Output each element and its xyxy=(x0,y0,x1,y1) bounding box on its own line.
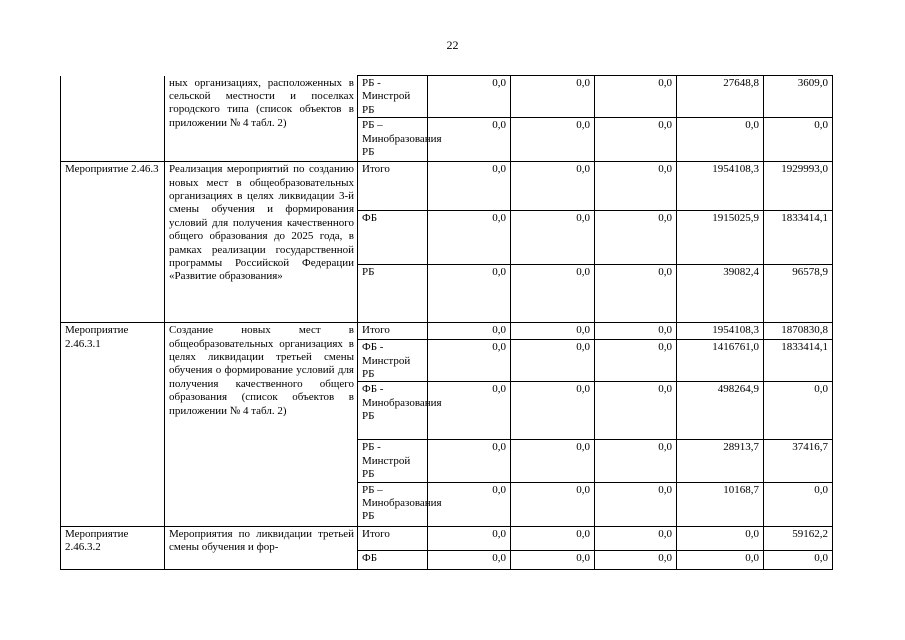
measure-code: Мероприятие 2.46.3 xyxy=(61,162,165,323)
amount-cell: 0,0 xyxy=(595,550,677,569)
amount-cell: 0,0 xyxy=(595,118,677,162)
measure-code xyxy=(61,76,165,162)
amount-cell: 0,0 xyxy=(764,118,833,162)
funding-source: РБ - Минстрой РБ xyxy=(358,76,428,118)
amount-cell: 0,0 xyxy=(428,482,511,526)
table-row xyxy=(61,526,833,550)
amount-cell: 0,0 xyxy=(428,323,511,340)
amount-cell: 96578,9 xyxy=(764,265,833,323)
amount-cell: 1954108,3 xyxy=(677,323,764,340)
measure-code: Мероприятие 2.46.3.2 xyxy=(61,526,165,569)
amount-cell: 1954108,3 xyxy=(677,162,764,211)
amount-cell: 0,0 xyxy=(511,211,595,265)
funding-source: РБ - Минстрой РБ xyxy=(358,440,428,482)
amount-cell: 0,0 xyxy=(595,482,677,526)
table-row xyxy=(61,76,833,118)
amount-cell: 0,0 xyxy=(511,162,595,211)
amount-cell: 28913,7 xyxy=(677,440,764,482)
amount-cell: 0,0 xyxy=(428,340,511,382)
funding-source: ФБ xyxy=(358,550,428,569)
amount-cell: 39082,4 xyxy=(677,265,764,323)
funding-source: ФБ - Минстрой РБ xyxy=(358,340,428,382)
funding-source: ФБ - Минобразования РБ xyxy=(358,382,428,440)
funding-source: Итого xyxy=(358,162,428,211)
amount-cell: 0,0 xyxy=(511,76,595,118)
amount-cell: 0,0 xyxy=(428,162,511,211)
amount-cell: 0,0 xyxy=(595,323,677,340)
measure-description: ных организациях, расположенных в сельской местности и поселках городского типа (список объектов в приложении № 4 табл. 2) xyxy=(165,76,358,162)
measure-code: Мероприятие 2.46.3.1 xyxy=(61,323,165,526)
amount-cell: 0,0 xyxy=(428,211,511,265)
amount-cell: 0,0 xyxy=(764,482,833,526)
amount-cell: 27648,8 xyxy=(677,76,764,118)
amount-cell: 1870830,8 xyxy=(764,323,833,340)
amount-cell: 1833414,1 xyxy=(764,211,833,265)
amount-cell: 0,0 xyxy=(428,118,511,162)
table-row xyxy=(61,162,833,211)
amount-cell: 0,0 xyxy=(595,340,677,382)
funding-source: РБ xyxy=(358,265,428,323)
amount-cell: 1833414,1 xyxy=(764,340,833,382)
amount-cell: 0,0 xyxy=(511,482,595,526)
funding-source: Итого xyxy=(358,526,428,550)
table-row xyxy=(61,323,833,340)
amount-cell: 0,0 xyxy=(764,382,833,440)
amount-cell: 0,0 xyxy=(511,526,595,550)
amount-cell: 0,0 xyxy=(428,550,511,569)
funding-source: Итого xyxy=(358,323,428,340)
amount-cell: 0,0 xyxy=(677,118,764,162)
amount-cell: 1416761,0 xyxy=(677,340,764,382)
amount-cell: 0,0 xyxy=(764,550,833,569)
funding-source: ФБ xyxy=(358,211,428,265)
amount-cell: 0,0 xyxy=(428,76,511,118)
amount-cell: 0,0 xyxy=(595,162,677,211)
amount-cell: 0,0 xyxy=(511,265,595,323)
amount-cell: 0,0 xyxy=(511,118,595,162)
amount-cell: 10168,7 xyxy=(677,482,764,526)
measure-description: Реализация мероприятий по созданию новых мест в общеобразовательных организациях в целях ликвидации 3-й смены обучения и формирования условий для получения качественного общего образования до 2025 года, в рамках реализации государственной программы Российской Федерации «Развитие образования» xyxy=(165,162,358,323)
amount-cell: 0,0 xyxy=(428,526,511,550)
amount-cell: 0,0 xyxy=(595,211,677,265)
amount-cell: 498264,9 xyxy=(677,382,764,440)
amount-cell: 0,0 xyxy=(595,382,677,440)
amount-cell: 0,0 xyxy=(511,340,595,382)
budget-table xyxy=(60,75,833,570)
page-number: 22 xyxy=(446,38,459,52)
amount-cell: 37416,7 xyxy=(764,440,833,482)
amount-cell: 0,0 xyxy=(511,323,595,340)
amount-cell: 0,0 xyxy=(677,526,764,550)
funding-source: РБ – Минобразования РБ xyxy=(358,482,428,526)
amount-cell: 0,0 xyxy=(511,440,595,482)
amount-cell: 0,0 xyxy=(428,440,511,482)
amount-cell: 0,0 xyxy=(677,550,764,569)
amount-cell: 0,0 xyxy=(511,382,595,440)
amount-cell: 0,0 xyxy=(595,76,677,118)
amount-cell: 1929993,0 xyxy=(764,162,833,211)
amount-cell: 1915025,9 xyxy=(677,211,764,265)
amount-cell: 0,0 xyxy=(595,265,677,323)
amount-cell: 0,0 xyxy=(428,265,511,323)
funding-source: РБ – Минобразования РБ xyxy=(358,118,428,162)
amount-cell: 0,0 xyxy=(428,382,511,440)
amount-cell: 0,0 xyxy=(595,440,677,482)
measure-description: Создание новых мест в общеобразовательных организациях в целях ликвидации третьей смены обучения о формирование условий для получения качественного общего образования (список объектов в приложении № 4 табл. 2) xyxy=(165,323,358,526)
amount-cell: 3609,0 xyxy=(764,76,833,118)
measure-description: Мероприятия по ликвидации третьей смены обучения и фор- xyxy=(165,526,358,569)
amount-cell: 0,0 xyxy=(511,550,595,569)
amount-cell: 0,0 xyxy=(595,526,677,550)
amount-cell: 59162,2 xyxy=(764,526,833,550)
